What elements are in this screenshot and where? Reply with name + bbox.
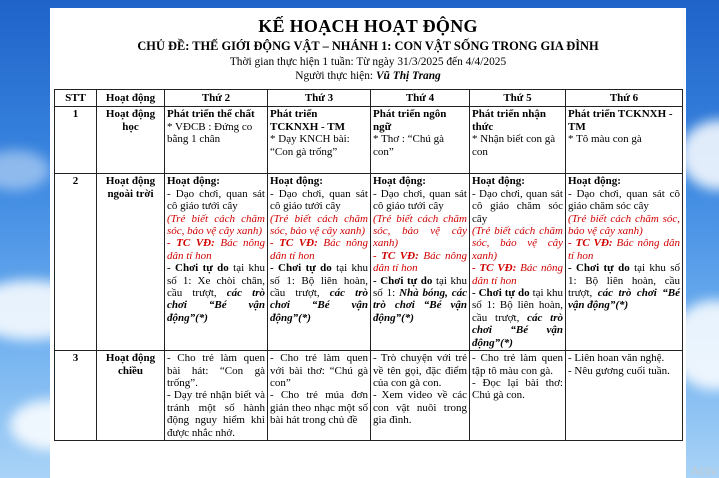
row-number: 2 (55, 174, 97, 351)
free-play-label: - Chơi tự do (373, 274, 433, 287)
free-play-text: tại khu số 1: Bộ liên hoàn, cầu trượt, (270, 262, 368, 300)
games-text: các trò chơi “Bé vận động”(*) (167, 287, 266, 324)
activity-label: Hoạt động: (472, 175, 525, 188)
afternoon-item: - Xem video về các con vật nuôi trong gia đình. (373, 389, 467, 427)
play-text: - Dạo chơi, quan sát cô giáo tưới cây (270, 187, 368, 213)
tuesday-cell (268, 351, 371, 441)
thursday-cell (470, 351, 566, 441)
wednesday-cell (371, 351, 470, 441)
thursday-cell (470, 174, 566, 351)
play-text: - Dạo chơi, quan sát cô giáo chăm sóc cây (568, 187, 680, 213)
activity-label: Hoạt động: (373, 175, 426, 188)
performer-name: Vũ Thị Trang (375, 70, 441, 82)
header-wednesday: Thứ 4 (371, 90, 470, 107)
afternoon-item: - Cho trẻ làm quen với bài thơ: “Chú gà con” (270, 352, 368, 389)
game-label: - TC VĐ: (270, 237, 318, 250)
afternoon-item: - Cho trẻ làm quen tập tô màu con gà. (472, 352, 563, 377)
free-play-text: tại khu số 1: Xe chòi chân, cầu trượt, (167, 262, 265, 300)
table-row (55, 174, 683, 351)
header-tuesday: Thứ 3 (268, 90, 371, 107)
free-play-text: tại khu số 1: (373, 274, 467, 300)
activation-watermark: Activ (690, 464, 717, 478)
area-label: Phát triển ngôn ngữ (373, 108, 447, 133)
game-name: Bác nông dân tí hon (472, 262, 563, 287)
game-name: Bác nông dân tí hon (167, 237, 265, 262)
game-label: - TC VĐ: (568, 237, 613, 250)
content-text: * Nhận biết con gà con (472, 133, 556, 158)
friday-cell (566, 174, 683, 351)
performer-line (50, 70, 686, 82)
free-play-text: tại khu số 1: Bộ liên hoàn, cầu trượt, (472, 287, 564, 324)
wednesday-cell (371, 174, 470, 351)
care-note: (Trẻ biết cách chăm sóc, bảo vệ cây xanh) (373, 212, 467, 250)
activity-label: Hoạt động: (167, 175, 220, 188)
care-note: (Trẻ biết cách chăm sóc, bảo vệ cây xanh) (270, 212, 368, 238)
friday-cell (566, 107, 683, 174)
area-label: Phát triển TCKNXH - TM (270, 108, 345, 133)
monday-cell (165, 351, 268, 441)
tuesday-cell (268, 174, 371, 351)
table-row (55, 351, 683, 441)
free-play-label: - Chơi tự do (167, 262, 229, 275)
header-activity: Hoạt động (97, 90, 165, 107)
header-thursday: Thứ 5 (470, 90, 566, 107)
tuesday-cell (268, 107, 371, 174)
play-text: - Dạo chơi, quan sát cô giáo chăm sóc cây (472, 187, 563, 225)
activity-label: Hoạt động: (270, 175, 323, 188)
free-play-label: - Chơi tự do (472, 287, 530, 300)
monday-cell (165, 107, 268, 174)
play-text: - Dạo chơi, quan sát cô giáo tưới cây (373, 187, 467, 213)
activity-label: Hoạt động: (568, 175, 621, 188)
theme-heading: CHỦ ĐỀ: THẾ GIỚI ĐỘNG VẬT – NHÁNH 1: CON VẬT SỐNG TRONG GIA ĐÌNH (137, 39, 599, 53)
afternoon-item: - Nêu gương cuối tuần. (568, 364, 670, 377)
header-monday: Thứ 2 (165, 90, 268, 107)
plan-document (50, 8, 686, 478)
content-text: * VĐCB : Đứng co bằng 1 chân (167, 120, 253, 146)
game-name: Bác nông dân tí hon (270, 237, 368, 262)
wednesday-cell (371, 107, 470, 174)
friday-cell (566, 351, 683, 441)
afternoon-item: - Cho trẻ làm quen bài hát: “Con gà trống”. (167, 352, 265, 389)
thursday-cell (470, 107, 566, 174)
document-title: KẾ HOẠCH HOẠT ĐỘNG (258, 16, 478, 36)
activity-name: Hoạt động chiều (97, 351, 165, 441)
row-number: 1 (55, 107, 97, 174)
game-label: - TC VĐ: (373, 249, 419, 262)
area-label: Phát triển TCKNXH - TM (568, 108, 673, 133)
game-label: - TC VĐ: (472, 262, 517, 275)
area-label: Phát triển nhận thức (472, 108, 546, 133)
afternoon-item: - Dạy trẻ nhận biết và tránh một số hành động nguy hiểm khi được nhắc nhở. (167, 389, 265, 439)
games-text: các trò chơi “Bé vận động”(*) (568, 287, 681, 312)
game-name: Bác nông dân tí hon (568, 237, 681, 262)
row-number: 3 (55, 351, 97, 441)
afternoon-item: - Trò chuyện với trẻ về tên gọi, đặc điểm của con gà con. (373, 352, 467, 389)
care-note: (Trẻ biết cách chăm sóc, bảo vệ cây xanh) (568, 212, 680, 238)
area-label: Phát triển thể chất (167, 108, 255, 121)
monday-cell (165, 174, 268, 351)
game-name: Bác nông dân tí hon (373, 249, 467, 275)
free-play-label: - Chơi tự do (568, 262, 630, 275)
content-text: * Tô màu con gà (568, 133, 642, 146)
care-note: (Trẻ biết cách chăm sóc, bảo vệ cây xanh) (167, 212, 265, 238)
games-text: các trò chơi “Bé vận động”(*) (472, 311, 563, 349)
games-text: các trò chơi “Bé vận động”(*) (270, 287, 369, 324)
afternoon-item: - Cho trẻ múa đơn giản theo nhạc một số bài hát trong chủ đề (270, 389, 368, 427)
activity-name: Hoạt động học (97, 107, 165, 174)
header-row (55, 90, 683, 107)
activity-table (54, 89, 683, 441)
games-text: Nhà bóng, các trò chơi “Bé vận động”(*) (373, 287, 467, 324)
free-play-text: tại khu số 1: Bộ liên hoàn, cầu trượt, (568, 262, 680, 300)
care-note: (Trẻ biết cách chăm sóc, bảo vệ cây xanh) (472, 225, 563, 262)
afternoon-item: - Liên hoan văn nghệ. (568, 352, 665, 365)
header-friday: Thứ 6 (566, 90, 683, 107)
content-text: * Thơ : “Chú gà con” (373, 133, 444, 158)
free-play-label: - Chơi tự do (270, 262, 332, 275)
period-text: Thời gian thực hiện 1 tuần: Từ ngày 31/3/2025 đến 4/4/2025 (229, 56, 507, 68)
afternoon-item: - Đọc lại bài thơ: Chú gà con. (472, 376, 563, 402)
game-label: - TC VĐ: (167, 237, 215, 250)
header-stt: STT (55, 90, 97, 107)
play-text: - Dạo chơi, quan sát cô giáo tưới cây (167, 187, 265, 213)
activity-name: Hoạt động ngoài trời (97, 174, 165, 351)
performer-label: Người thực hiện: (295, 70, 374, 82)
table-row (55, 107, 683, 174)
content-text: * Dạy KNCH bài: “Con gà trống” (270, 133, 350, 158)
